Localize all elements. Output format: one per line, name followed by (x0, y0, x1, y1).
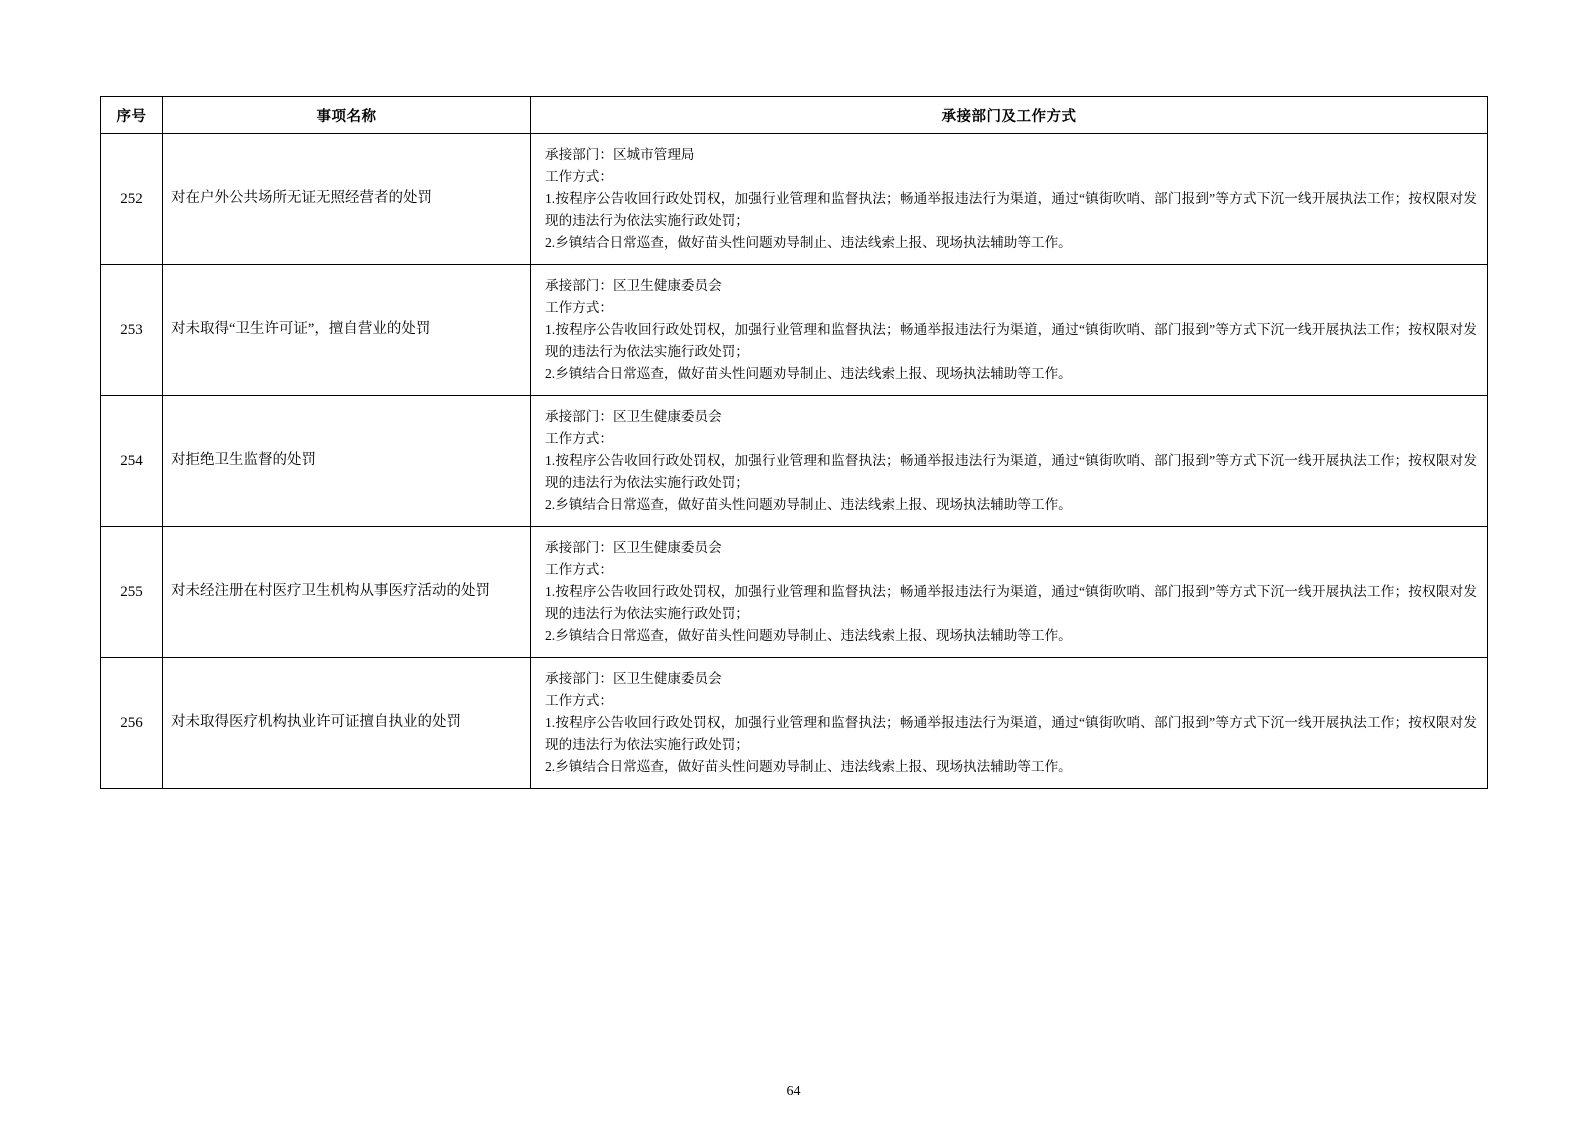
cell-no: 256 (101, 658, 163, 789)
cell-item-name: 对未经注册在村医疗卫生机构从事医疗活动的处罚 (163, 527, 531, 658)
cell-item-name: 对未取得医疗机构执业许可证擅自执业的处罚 (163, 658, 531, 789)
cell-no: 254 (101, 396, 163, 527)
method-item-1: 1.按程序公告收回行政处罚权，加强行业管理和监督执法；畅通举报违法行为渠道，通过“镇街吹哨、部门报到”等方式下沉一线开展执法工作；按权限对发现的违法行为依法实施行政处罚； (545, 453, 1477, 491)
items-table (100, 96, 1488, 789)
cell-item-name: 对拒绝卫生监督的处罚 (163, 396, 531, 527)
table-row (101, 396, 1488, 527)
cell-dept-method (531, 658, 1488, 789)
method-label: 工作方式： (545, 431, 613, 447)
method-label: 工作方式： (545, 562, 613, 578)
cell-dept-method (531, 134, 1488, 265)
method-label: 工作方式： (545, 169, 613, 185)
method-item-1: 1.按程序公告收回行政处罚权，加强行业管理和监督执法；畅通举报违法行为渠道，通过“镇街吹哨、部门报到”等方式下沉一线开展执法工作；按权限对发现的违法行为依法实施行政处罚； (545, 191, 1477, 229)
column-header-no: 序号 (101, 97, 163, 134)
table-body (101, 134, 1488, 789)
table-header (101, 97, 1488, 134)
cell-no: 252 (101, 134, 163, 265)
method-item-1: 1.按程序公告收回行政处罚权，加强行业管理和监督执法；畅通举报违法行为渠道，通过“镇街吹哨、部门报到”等方式下沉一线开展执法工作；按权限对发现的违法行为依法实施行政处罚； (545, 322, 1477, 360)
table-row (101, 527, 1488, 658)
dept-line: 承接部门：区卫生健康委员会 (545, 278, 722, 294)
method-item-1: 1.按程序公告收回行政处罚权，加强行业管理和监督执法；畅通举报违法行为渠道，通过“镇街吹哨、部门报到”等方式下沉一线开展执法工作；按权限对发现的违法行为依法实施行政处罚； (545, 584, 1477, 622)
column-header-name: 事项名称 (163, 97, 531, 134)
dept-line: 承接部门：区卫生健康委员会 (545, 671, 722, 687)
cell-no: 255 (101, 527, 163, 658)
method-label: 工作方式： (545, 300, 613, 316)
method-item-2: 2.乡镇结合日常巡查，做好苗头性问题劝导制止、违法线索上报、现场执法辅助等工作。 (545, 759, 1072, 775)
column-header-dept: 承接部门及工作方式 (531, 97, 1488, 134)
method-item-2: 2.乡镇结合日常巡查，做好苗头性问题劝导制止、违法线索上报、现场执法辅助等工作。 (545, 235, 1072, 251)
cell-dept-method (531, 396, 1488, 527)
dept-line: 承接部门：区卫生健康委员会 (545, 540, 722, 556)
method-label: 工作方式： (545, 693, 613, 709)
dept-line: 承接部门：区城市管理局 (545, 147, 695, 162)
table-row (101, 658, 1488, 789)
table-row (101, 134, 1488, 265)
table-header-row (101, 97, 1488, 134)
method-item-2: 2.乡镇结合日常巡查，做好苗头性问题劝导制止、违法线索上报、现场执法辅助等工作。 (545, 628, 1072, 644)
cell-item-name: 对未取得“卫生许可证”，擅自营业的处罚 (163, 265, 531, 396)
cell-dept-method (531, 265, 1488, 396)
dept-line: 承接部门：区卫生健康委员会 (545, 409, 722, 425)
page-number: 64 (786, 1084, 801, 1099)
method-item-2: 2.乡镇结合日常巡查，做好苗头性问题劝导制止、违法线索上报、现场执法辅助等工作。 (545, 497, 1072, 513)
method-item-2: 2.乡镇结合日常巡查，做好苗头性问题劝导制止、违法线索上报、现场执法辅助等工作。 (545, 366, 1072, 382)
cell-no: 253 (101, 265, 163, 396)
method-item-1: 1.按程序公告收回行政处罚权，加强行业管理和监督执法；畅通举报违法行为渠道，通过“镇街吹哨、部门报到”等方式下沉一线开展执法工作；按权限对发现的违法行为依法实施行政处罚； (545, 715, 1477, 753)
table-row (101, 265, 1488, 396)
cell-item-name: 对在户外公共场所无证无照经营者的处罚 (163, 134, 531, 265)
cell-dept-method (531, 527, 1488, 658)
